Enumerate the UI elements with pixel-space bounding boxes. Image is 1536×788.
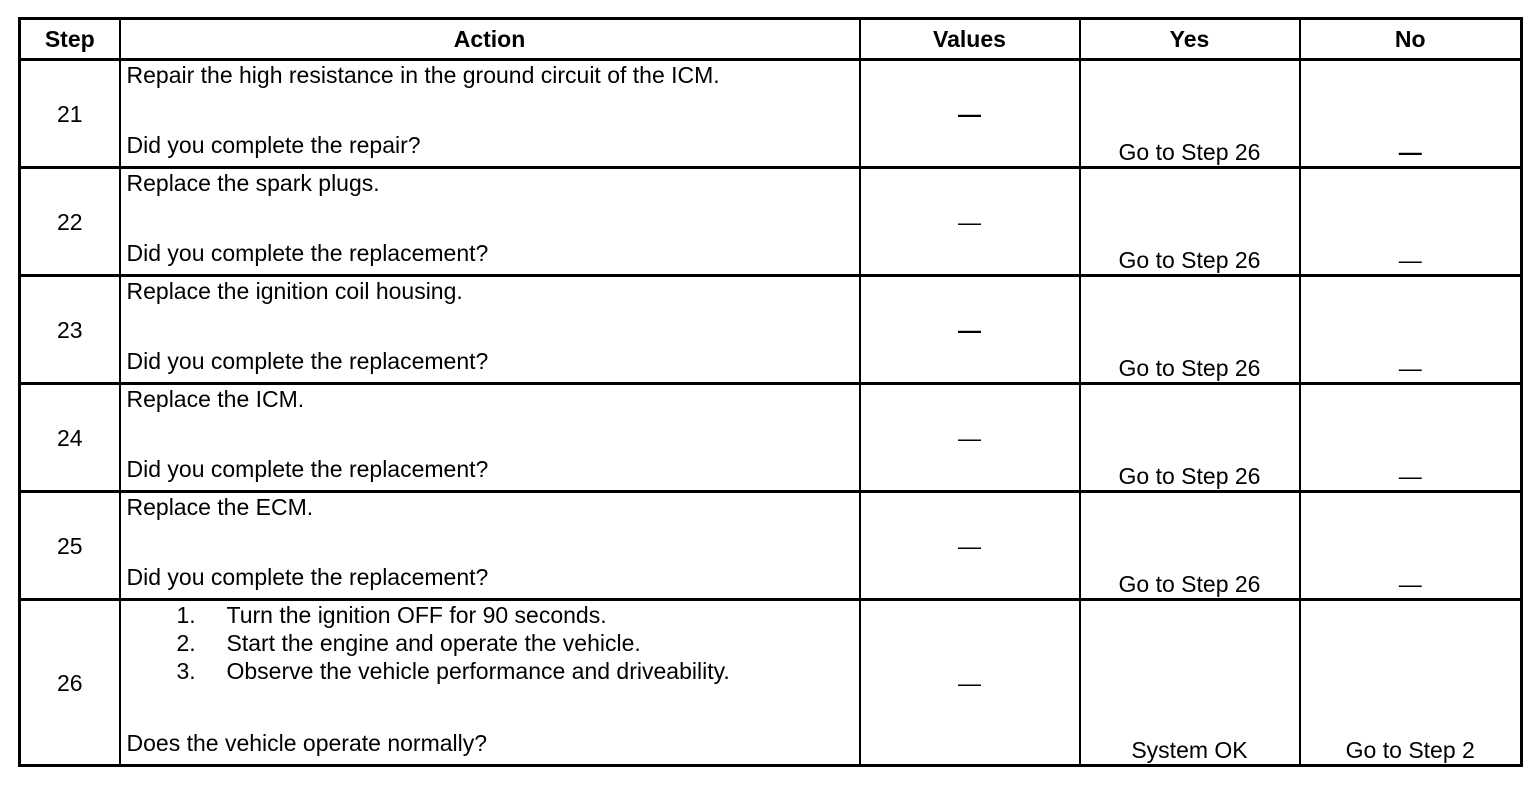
action-question: Did you complete the replacement? [126,564,489,590]
header-values: Values [860,19,1080,60]
values-cell: — [860,384,1080,492]
action-cell [120,168,860,276]
step-number: 25 [20,492,120,600]
action-cell [120,384,860,492]
yes-cell: Go to Step 26 [1080,492,1300,600]
yes-cell: Go to Step 26 [1080,60,1300,168]
action-text: Replace the ignition coil housing. [126,278,463,304]
list-item: 1. Turn the ignition OFF for 90 seconds. [176,602,607,628]
step-number: 21 [20,60,120,168]
action-question: Does the vehicle operate normally? [126,730,488,756]
action-text: Replace the spark plugs. [126,170,380,196]
list-item: 2. Start the engine and operate the vehicle. [176,630,641,656]
header-action: Action [120,19,860,60]
table-row [20,60,1522,168]
yes-cell: Go to Step 26 [1080,276,1300,384]
action-text: Repair the high resistance in the ground circuit of the ICM. [126,62,720,88]
action-question: Did you complete the replacement? [126,456,489,482]
no-cell: — [1300,492,1522,600]
action-cell [120,60,860,168]
action-text: Replace the ECM. [126,494,314,520]
values-cell: — [860,600,1080,766]
yes-cell: Go to Step 26 [1080,384,1300,492]
table-row [20,168,1522,276]
header-no: No [1300,19,1522,60]
values-cell: — [860,276,1080,384]
action-cell [120,276,860,384]
header-yes: Yes [1080,19,1300,60]
step-number: 23 [20,276,120,384]
action-text: Replace the ICM. [126,386,305,412]
yes-cell: System OK [1080,600,1300,766]
no-cell: — [1300,60,1522,168]
step-number: 22 [20,168,120,276]
no-cell: — [1300,276,1522,384]
action-question: Did you complete the replacement? [126,240,489,266]
step-number: 24 [20,384,120,492]
no-cell: Go to Step 2 [1300,600,1522,766]
table-row [20,492,1522,600]
action-cell [120,600,860,766]
table-row [20,276,1522,384]
values-cell: — [860,60,1080,168]
action-cell [120,492,860,600]
no-cell: — [1300,384,1522,492]
diagnostic-table [18,17,1523,767]
action-question: Did you complete the repair? [126,132,421,158]
table-row [20,384,1522,492]
procedure-list [127,601,853,685]
table-row [20,600,1522,766]
header-row [20,19,1522,60]
values-cell: — [860,492,1080,600]
no-cell: — [1300,168,1522,276]
values-cell: — [860,168,1080,276]
header-step: Step [20,19,120,60]
list-item: 3. Observe the vehicle performance and driveability. [176,658,730,684]
step-number: 26 [20,600,120,766]
action-question: Did you complete the replacement? [126,348,489,374]
yes-cell: Go to Step 26 [1080,168,1300,276]
